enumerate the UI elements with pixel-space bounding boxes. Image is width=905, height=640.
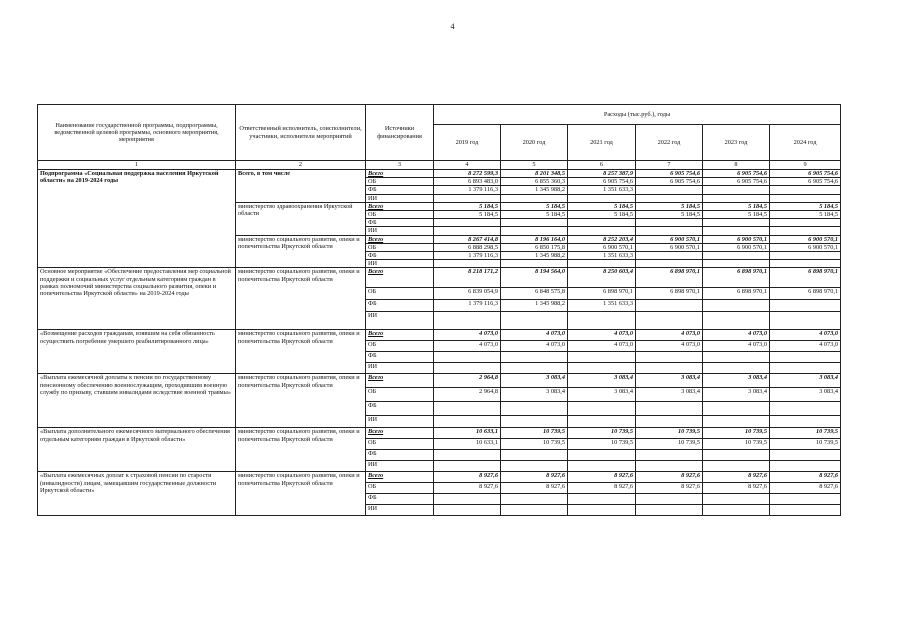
table-row [38,330,841,341]
expense-value [501,402,568,416]
expense-value: 6 905 754,6 [568,178,636,186]
expense-value [434,219,501,227]
funding-source: Всего [366,202,434,210]
table-row [38,374,841,388]
expense-value: 8 927,6 [636,483,703,494]
expense-value: 6 905 754,6 [636,178,703,186]
expense-value: 4 073,0 [434,341,501,352]
expense-value: 3 083,4 [770,388,841,402]
expense-value [770,363,841,374]
expense-value: 6 905 754,6 [770,178,841,186]
expense-value [568,416,636,428]
expense-value: 5 184,5 [636,202,703,210]
expense-value [568,505,636,516]
expense-value [636,312,703,330]
expense-value [703,252,770,260]
funding-source: ФБ [366,494,434,505]
expense-value: 1 379 116,3 [434,252,501,260]
funding-source: Всего [366,268,434,288]
expense-value [636,505,703,516]
expense-value [568,227,636,235]
expense-value [770,494,841,505]
funding-source: ИИ [366,461,434,472]
expense-value: 6 905 754,6 [703,178,770,186]
funding-source: ИИ [366,227,434,235]
expense-value [703,312,770,330]
expense-value: 5 184,5 [703,211,770,219]
expense-value: 3 083,4 [568,388,636,402]
expense-value [568,312,636,330]
expense-value: 6 900 570,1 [568,243,636,251]
item-name: «Выплата ежемесячных доплат к страховой пенсии по старости (инвалидности) лицам, замещавшим государственные должности Иркутской области» [38,472,236,516]
header-year: 2023 год [703,125,770,161]
funding-source: ФБ [366,219,434,227]
expense-value: 6 839 054,9 [434,288,501,300]
expense-value: 4 073,0 [703,341,770,352]
expense-value: 4 073,0 [703,330,770,341]
expense-value: 10 739,5 [501,439,568,450]
column-number: 3 [366,161,434,170]
expense-value: 6 855 360,3 [501,178,568,186]
expense-value [501,219,568,227]
expense-value: 6 898 970,1 [703,288,770,300]
expense-value [636,363,703,374]
expense-value: 4 073,0 [434,330,501,341]
funding-source: ОБ [366,388,434,402]
expense-value: 5 184,5 [568,211,636,219]
header-col-responsible: Ответственный исполнитель, соисполнители, участники, исполнители мероприятий [236,105,366,161]
expense-value [703,260,770,268]
table-row [38,428,841,439]
funding-source: ФБ [366,352,434,363]
expense-value: 10 739,5 [703,439,770,450]
expense-value: 6 905 754,6 [770,170,841,178]
expense-value: 8 194 564,0 [501,268,568,288]
expense-value: 6 905 754,6 [703,170,770,178]
expense-value: 8 927,6 [501,472,568,483]
funding-source: ИИ [366,505,434,516]
expense-value [636,402,703,416]
responsible-executor: министерство социального развития, опеки и попечительства Иркутской области [236,235,366,268]
expense-value: 10 739,5 [636,428,703,439]
expense-value: 10 739,5 [636,439,703,450]
expense-value [770,186,841,194]
funding-source: ФБ [366,300,434,312]
expense-value: 6 850 175,8 [501,243,568,251]
expense-value: 4 073,0 [568,341,636,352]
expense-value [703,227,770,235]
responsible-executor: министерство социального развития, опеки и попечительства Иркутской области [236,472,366,516]
header-year: 2024 год [770,125,841,161]
expense-value: 8 927,6 [636,472,703,483]
funding-source: ОБ [366,178,434,186]
expense-value [770,402,841,416]
funding-source: ИИ [366,312,434,330]
expense-value [636,352,703,363]
expense-value [703,186,770,194]
expense-value [434,461,501,472]
expense-value [434,194,501,202]
expense-value [770,505,841,516]
funding-source: Всего [366,170,434,178]
expense-value [434,450,501,461]
expense-value [568,363,636,374]
expense-value [434,494,501,505]
expense-value: 6 888 298,5 [434,243,501,251]
expense-value [501,194,568,202]
responsible-executor: министерство социального развития, опеки и попечительства Иркутской области [236,330,366,374]
expense-value: 4 073,0 [770,341,841,352]
expense-value [636,461,703,472]
expense-value: 8 257 387,9 [568,170,636,178]
expense-value: 1 345 988,2 [501,186,568,194]
expense-value: 10 739,5 [703,428,770,439]
expense-value: 5 184,5 [703,202,770,210]
expense-value: 8 927,6 [434,472,501,483]
expense-value [703,194,770,202]
responsible-executor: министерство здравоохранения Иркутской области [236,202,366,235]
funding-source: ФБ [366,450,434,461]
item-name: Основное мероприятие «Обеспечение предоставления мер социальной поддержки и социальных услуг отдельным категориям граждан в рамках полномочий министерства социального развития, опеки и попечительства Иркутской области» на 2019-2024 годы [38,268,236,330]
expense-value: 6 900 570,1 [703,235,770,243]
funding-source: ИИ [366,416,434,428]
funding-source: ИИ [366,260,434,268]
expense-value [636,494,703,505]
item-name: «Выплата дополнительного ежемесячного материального обеспечения отдельным категориям граждан в Иркутской области» [38,428,236,472]
expense-value: 10 739,5 [770,439,841,450]
column-number: 6 [568,161,636,170]
table-row [38,268,841,288]
page-number: 4 [450,22,455,31]
expense-value: 8 927,6 [434,483,501,494]
expense-value [770,300,841,312]
expenses-table [37,104,841,516]
expense-value [636,227,703,235]
expense-value: 6 900 570,1 [636,243,703,251]
header-year: 2020 год [501,125,568,161]
header-col-source: Источники финансирования [366,105,434,161]
expense-value: 6 898 970,1 [770,268,841,288]
expense-value: 6 898 970,1 [770,288,841,300]
expense-value: 8 927,6 [770,483,841,494]
expense-value: 4 073,0 [501,330,568,341]
funding-source: ОБ [366,243,434,251]
table-row [38,472,841,483]
column-number: 9 [770,161,841,170]
expense-value: 6 898 970,1 [636,288,703,300]
expense-value: 8 267 414,8 [434,235,501,243]
expense-value: 3 083,4 [501,374,568,388]
expense-value: 5 184,5 [770,211,841,219]
expense-value: 6 848 575,8 [501,288,568,300]
column-number: 1 [38,161,236,170]
expense-value [568,402,636,416]
responsible-executor: министерство социального развития, опеки и попечительства Иркутской области [236,428,366,472]
expense-value: 5 184,5 [501,211,568,219]
expense-value [434,416,501,428]
column-number: 8 [703,161,770,170]
expense-value: 10 739,5 [568,428,636,439]
expense-value [636,300,703,312]
expense-value [703,450,770,461]
expense-value: 1 351 633,3 [568,252,636,260]
expense-value [703,300,770,312]
column-number: 4 [434,161,501,170]
expense-value [568,461,636,472]
expense-value: 6 905 754,6 [636,170,703,178]
expense-value [703,219,770,227]
expense-value [770,227,841,235]
expense-value: 3 083,4 [636,374,703,388]
expense-value: 3 083,4 [703,388,770,402]
funding-source: Всего [366,330,434,341]
expense-value: 10 633,1 [434,428,501,439]
header-col-name: Наименование государственной программы, подпрограммы, ведомственной целевой программы, основного мероприятия, мероприятия [38,105,236,161]
expense-value: 4 073,0 [501,341,568,352]
expense-value: 5 184,5 [568,202,636,210]
expense-value: 4 073,0 [770,330,841,341]
expense-value: 3 083,4 [568,374,636,388]
expense-value [703,494,770,505]
expense-value [636,260,703,268]
expense-value: 10 739,5 [770,428,841,439]
funding-source: ИИ [366,194,434,202]
expense-value [770,219,841,227]
expense-value [568,194,636,202]
expense-value: 3 083,4 [501,388,568,402]
expense-value: 6 898 970,1 [568,288,636,300]
expense-value: 6 900 570,1 [770,243,841,251]
expense-value: 5 184,5 [434,202,501,210]
expense-value: 8 927,6 [703,472,770,483]
expense-value: 8 252 203,4 [568,235,636,243]
funding-source: ОБ [366,483,434,494]
expense-value [501,352,568,363]
expense-value: 6 900 570,1 [703,243,770,251]
funding-source: ОБ [366,211,434,219]
expense-value [501,312,568,330]
expense-value [501,363,568,374]
expense-value: 8 218 171,2 [434,268,501,288]
expense-value: 5 184,5 [636,211,703,219]
funding-source: ФБ [366,252,434,260]
expense-value [770,194,841,202]
header-year: 2019 год [434,125,501,161]
column-number-row [38,161,841,170]
expense-value: 6 900 570,1 [636,235,703,243]
funding-source: ФБ [366,402,434,416]
expense-value [501,494,568,505]
column-number: 5 [501,161,568,170]
expense-value [703,505,770,516]
expense-value [568,494,636,505]
expense-value [501,450,568,461]
responsible-executor: Всего, в том числе [236,170,366,203]
expense-value [636,252,703,260]
expense-value: 5 184,5 [501,202,568,210]
expense-value [770,252,841,260]
funding-source: ИИ [366,363,434,374]
expense-value: 6 893 483,0 [434,178,501,186]
expense-value [434,505,501,516]
expense-value [568,260,636,268]
expense-value: 1 351 633,3 [568,300,636,312]
funding-source: Всего [366,235,434,243]
expense-value [770,352,841,363]
expense-value [434,227,501,235]
expense-value [434,402,501,416]
expense-value [703,352,770,363]
expense-value: 5 184,5 [434,211,501,219]
expense-value: 2 964,8 [434,374,501,388]
expense-value [434,260,501,268]
item-name: «Выплата ежемесячной доплаты к пенсии по государственному пенсионному обеспечению военнослужащим, проходившим военную службу по призыву, ставшим инвалидами вследствие военной травмы» [38,374,236,428]
expense-value [434,363,501,374]
expense-value [501,260,568,268]
expense-value: 4 073,0 [568,330,636,341]
header-year: 2022 год [636,125,703,161]
funding-source: ОБ [366,341,434,352]
expense-value: 1 351 633,3 [568,186,636,194]
responsible-executor: министерство социального развития, опеки и попечительства Иркутской области [236,374,366,428]
expense-value: 6 898 970,1 [703,268,770,288]
header-col-expenses: Расходы (тыс.руб.), годы [434,105,841,125]
funding-source: Всего [366,472,434,483]
expense-value [501,227,568,235]
expense-value: 8 201 348,5 [501,170,568,178]
expense-value: 1 379 116,3 [434,300,501,312]
expense-value: 1 345 988,2 [501,300,568,312]
expense-value: 8 196 164,0 [501,235,568,243]
expense-value [703,461,770,472]
expense-value [434,352,501,363]
expense-value [703,416,770,428]
expense-value [636,219,703,227]
expense-value [568,352,636,363]
expense-value: 8 927,6 [568,472,636,483]
responsible-executor: министерство социального развития, опеки и попечительства Иркутской области [236,268,366,330]
expense-value [636,186,703,194]
expense-value: 8 250 603,4 [568,268,636,288]
expense-value [636,416,703,428]
expense-value [501,416,568,428]
expense-value: 2 964,8 [434,388,501,402]
expense-value: 4 073,0 [636,341,703,352]
expense-value [568,219,636,227]
item-name: Подпрограмма «Социальная поддержка населения Иркутской области» на 2019-2024 годы [38,170,236,268]
expense-value: 1 345 988,2 [501,252,568,260]
expense-value [703,363,770,374]
table-body [38,170,841,516]
expense-value: 8 927,6 [568,483,636,494]
expense-value: 3 083,4 [770,374,841,388]
expense-value: 5 184,5 [770,202,841,210]
expense-value [636,194,703,202]
item-name: «Возмещение расходов гражданам, взявшим на себя обязанность осуществить погребение умершего реабилитированного лица» [38,330,236,374]
expense-value [501,505,568,516]
expense-value: 8 927,6 [501,483,568,494]
column-number: 2 [236,161,366,170]
expense-value [770,450,841,461]
expense-value: 10 739,5 [568,439,636,450]
expense-value: 3 083,4 [636,388,703,402]
header-year: 2021 год [568,125,636,161]
expense-value [770,260,841,268]
expense-value: 4 073,0 [636,330,703,341]
expense-value [770,461,841,472]
expense-value: 8 927,6 [703,483,770,494]
expense-value [501,461,568,472]
column-number: 7 [636,161,703,170]
expense-value [703,402,770,416]
expense-value [636,450,703,461]
expense-value: 8 927,6 [770,472,841,483]
funding-source: Всего [366,428,434,439]
funding-source: ОБ [366,439,434,450]
expense-value: 6 900 570,1 [770,235,841,243]
expense-value: 6 898 970,1 [636,268,703,288]
expense-value: 1 379 116,3 [434,186,501,194]
funding-source: Всего [366,374,434,388]
expense-value [770,312,841,330]
expense-value [568,450,636,461]
table-row [38,170,841,178]
funding-source: ОБ [366,288,434,300]
expense-value: 10 633,1 [434,439,501,450]
expense-value: 10 739,5 [501,428,568,439]
funding-source: ФБ [366,186,434,194]
expense-value [434,312,501,330]
expense-value [770,416,841,428]
expense-value: 8 272 599,3 [434,170,501,178]
expense-value: 3 083,4 [703,374,770,388]
